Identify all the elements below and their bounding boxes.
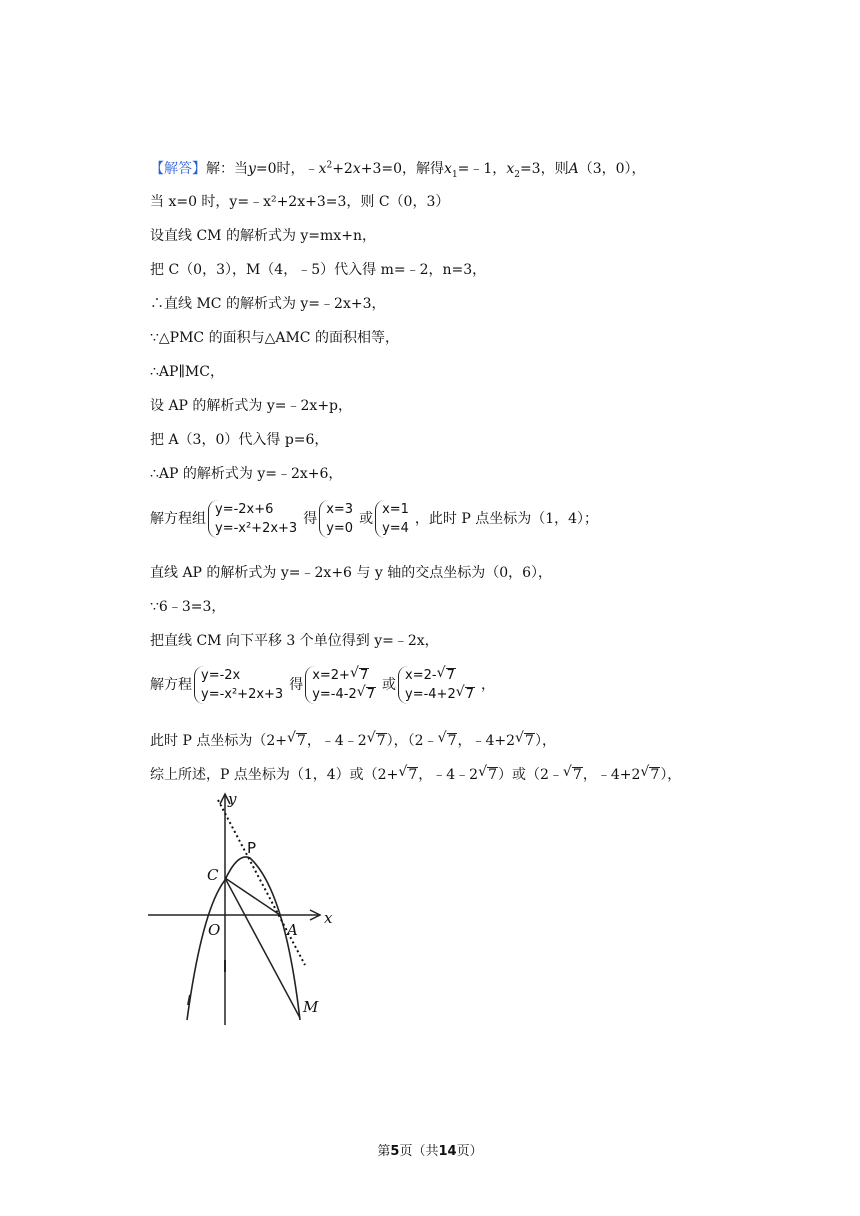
parabola-curve bbox=[187, 857, 300, 1020]
label-y: y bbox=[228, 790, 237, 808]
page-footer: 第5页（共14页） bbox=[377, 1144, 483, 1159]
solution-system-4: x=2-√ 7 y=-4+2√ 7 bbox=[398, 666, 479, 704]
label-a: A bbox=[287, 921, 298, 939]
equation-system-2: y=-2x y=-x²+2x+3 bbox=[194, 666, 287, 704]
solution-line-9: 把 A（3，0）代入得 p=6， bbox=[150, 432, 329, 448]
solution-line-11: 解方程组 y=-2x+6 y=-x²+2x+3 得 x=3 y=0 或 x=1 y=4 ，此时 P 点坐标为（1，4）； bbox=[150, 502, 599, 536]
solution-line-15: 解方程 y=-2x y=-x²+2x+3 得 x=2+√ 7 y=-4-2√ 7 或 x=2-√ 7 y=-4+2√ 7 ， bbox=[150, 666, 495, 704]
label-p: P bbox=[247, 839, 257, 857]
solution-line-16: 此时 P 点坐标为（2+√ 7，﹣4﹣2√ 7），（2﹣√ 7，﹣4+2√ 7）， bbox=[150, 732, 556, 750]
solution-line-13: ∵6﹣3=3， bbox=[150, 599, 226, 615]
solution-line-8: 设 AP 的解析式为 y=﹣2x+p， bbox=[150, 398, 353, 414]
solution-line-17: 综上所述，P 点坐标为（1，4）或（2+√ 7，﹣4﹣2√ 7）或（2﹣√ 7，﹣4+2√ 7）， bbox=[150, 766, 681, 784]
label-m: M bbox=[303, 998, 319, 1016]
page-total: 14 bbox=[438, 1144, 457, 1159]
page-number: 5 bbox=[390, 1144, 400, 1159]
label-o: O bbox=[208, 921, 221, 939]
parabola-figure bbox=[140, 790, 340, 1030]
solution-system-3: x=2+√ 7 y=-4-2√ 7 bbox=[305, 666, 380, 704]
solution-line-2: 当 x=0 时，y=﹣x²+2x+3=3，则 C（0，3） bbox=[150, 194, 450, 210]
solution-line-6: ∵△PMC 的面积与△AMC 的面积相等， bbox=[150, 330, 399, 346]
label-x: x bbox=[324, 909, 333, 927]
solution-line-3: 设直线 CM 的解析式为 y=mx+n， bbox=[150, 228, 376, 244]
solution-line-14: 把直线 CM 向下平移 3 个单位得到 y=﹣2x， bbox=[150, 633, 439, 649]
solution-tag: 【解答】 bbox=[150, 161, 206, 177]
solution-line-7: ∴AP∥MC， bbox=[150, 364, 224, 380]
line-ca bbox=[225, 878, 280, 915]
solution-system-2: x=1 y=4 bbox=[375, 500, 413, 538]
solution-line-12: 直线 AP 的解析式为 y=﹣2x+6 与 y 轴的交点坐标为（0，6）， bbox=[150, 565, 553, 581]
solution-system-1: x=3 y=0 bbox=[319, 500, 357, 538]
equation-system-1: y=-2x+6 y=-x²+2x+3 bbox=[208, 500, 301, 538]
solution-line-5: ∴直线 MC 的解析式为 y=﹣2x+3， bbox=[150, 296, 386, 312]
solution-line-10: ∴AP 的解析式为 y=﹣2x+6， bbox=[150, 466, 343, 482]
solution-line-1: 【解答】解：当y=0时，$﹣x^2+2x+3=0$，解得$x_1=﹣1$，$x_2=3$，则A（3，0）， bbox=[150, 160, 646, 180]
solution-line-4: 把 C（0，3），M（4，﹣5）代入得 m=﹣2，n=3， bbox=[150, 262, 487, 278]
label-c: C bbox=[207, 866, 219, 884]
